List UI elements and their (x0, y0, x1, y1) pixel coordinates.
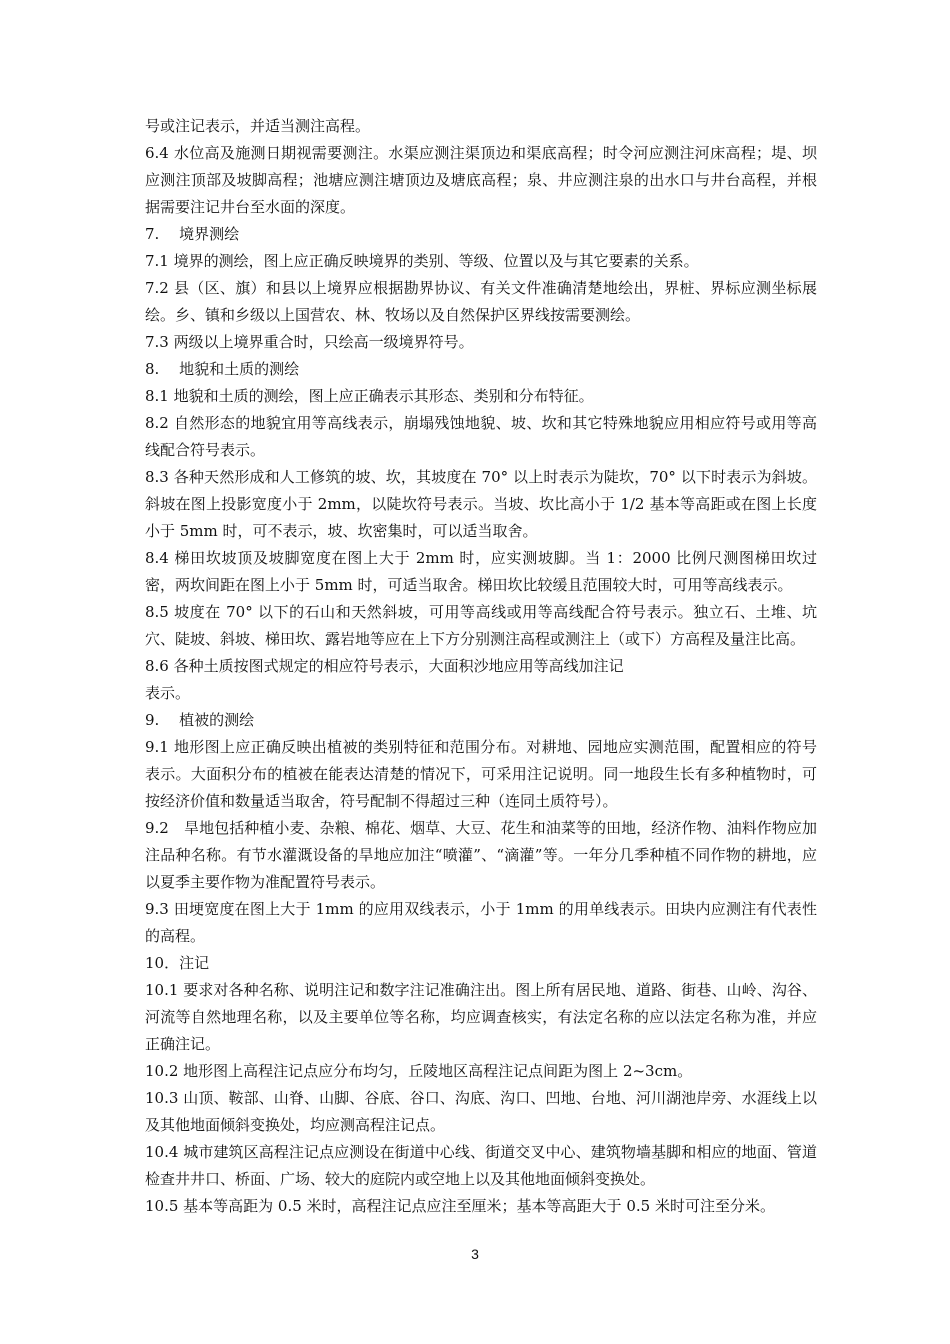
paragraph-8-6-continuation: 表示。 (145, 684, 191, 702)
paragraph-9-2: 9.2 旱地包括种植小麦、杂粮、棉花、烟草、大豆、花生和油菜等的田地，经济作物、油料作物应加注品种名称。有节水灌溉设备的旱地应加注“喷灌”、“滴灌”等。一年分几季种植不同作物的耕地，应以夏季主要作物为准配置符号表示。 (145, 819, 817, 891)
paragraph-10-2: 10.2 地形图上高程注记点应分布均匀，丘陵地区高程注记点间距为图上 2~3cm。 (145, 1062, 693, 1080)
body-text (145, 113, 817, 1220)
paragraph-9-1: 9.1 地形图上应正确反映出植被的类别特征和范围分布。对耕地、园地应实测范围，配置相应的符号表示。大面积分布的植被在能表达清楚的情况下，可采用注记说明。同一地段生长有多种植物时，可按经济价值和数量适当取舍，符号配制不得超过三种（连同土质符号）。 (145, 738, 817, 810)
paragraph-8-5: 8.5 坡度在 70° 以下的石山和天然斜坡，可用等高线或用等高线配合符号表示。独立石、土堆、坑穴、陡坡、斜坡、梯田坎、露岩地等应在上下方分别测注高程或测注上（或下）方高程及量注比高。 (145, 603, 817, 648)
paragraph-8-2: 8.2 自然形态的地貌宜用等高线表示，崩塌残蚀地貌、坡、坎和其它特殊地貌应用相应符号或用等高线配合符号表示。 (145, 414, 817, 459)
paragraph-7-3: 7.3 两级以上境界重合时，只绘高一级境界符号。 (145, 333, 474, 351)
paragraph-10-1: 10.1 要求对各种名称、说明注记和数字注记准确注出。图上所有居民地、道路、街巷、山岭、沟谷、河流等自然地理名称，以及主要单位等名称，均应调查核实，有法定名称的应以法定名称为准，并应正确注记。 (145, 981, 817, 1053)
paragraph-8-1: 8.1 地貌和土质的测绘，图上应正确表示其形态、类别和分布特征。 (145, 387, 594, 405)
paragraph-9-3: 9.3 田埂宽度在图上大于 1mm 的应用双线表示，小于 1mm 的用单线表示。田块内应测注有代表性的高程。 (145, 900, 817, 945)
paragraph-7-2: 7.2 县（区、旗）和县以上境界应根据勘界协议、有关文件准确清楚地绘出，界桩、界标应测坐标展绘。乡、镇和乡级以上国营农、林、牧场以及自然保护区界线按需要测绘。 (145, 279, 817, 324)
page-number: 3 (471, 1246, 479, 1262)
paragraph-8-6: 8.6 各种土质按图式规定的相应符号表示，大面积沙地应用等高线加注记 (145, 657, 624, 675)
paragraph-8-4: 8.4 梯田坎坡顶及坡脚宽度在图上大于 2mm 时，应实测坡脚。当 1：2000 比例尺测图梯田坎过密，两坎间距在图上小于 5mm 时，可适当取舍。梯田坎比较缓且范围较大时，可用等高线表示。 (145, 549, 817, 594)
paragraph-6-4: 6.4 水位高及施测日期视需要测注。水渠应测注渠顶边和渠底高程；时令河应测注河床高程；堤、坝应测注顶部及坡脚高程；池塘应测注塘顶边及塘底高程；泉、井应测注泉的出水口与井台高程，并根据需要注记井台至水面的深度。 (145, 144, 817, 216)
paragraph-10-3: 10.3 山顶、鞍部、山脊、山脚、谷底、谷口、沟底、沟口、凹地、台地、河川湖池岸旁、水涯线上以及其他地面倾斜变换处，均应测高程注记点。 (145, 1089, 817, 1134)
paragraph-7-1: 7.1 境界的测绘，图上应正确反映境界的类别、等级、位置以及与其它要素的关系。 (145, 252, 699, 270)
paragraph-8-3: 8.3 各种天然形成和人工修筑的坡、坎，其坡度在 70° 以上时表示为陡坎，70° 以下时表示为斜坡。斜坡在图上投影宽度小于 2mm，以陡坎符号表示。当坡、坎比高小于 1/2 基本等高距或在图上长度小于 5mm 时，可不表示，坡、坎密集时，可以适当取舍。 (145, 468, 817, 540)
section-heading-8: 8. 地貌和土质的测绘 (145, 360, 300, 378)
paragraph-continuation: 号或注记表示，并适当测注高程。 (145, 117, 371, 135)
paragraph-10-4: 10.4 城市建筑区高程注记点应测设在街道中心线、街道交叉中心、建筑物墙基脚和相应的地面、管道检查井井口、桥面、广场、较大的庭院内或空地上以及其他地面倾斜变换处。 (145, 1143, 817, 1188)
section-heading-7: 7. 境界测绘 (145, 225, 240, 243)
paragraph-10-5: 10.5 基本等高距为 0.5 米时，高程注记点应注至厘米；基本等高距大于 0.5 米时可注至分米。 (145, 1197, 775, 1215)
section-heading-9: 9. 植被的测绘 (145, 711, 255, 729)
section-heading-10: 10．注记 (145, 954, 210, 972)
